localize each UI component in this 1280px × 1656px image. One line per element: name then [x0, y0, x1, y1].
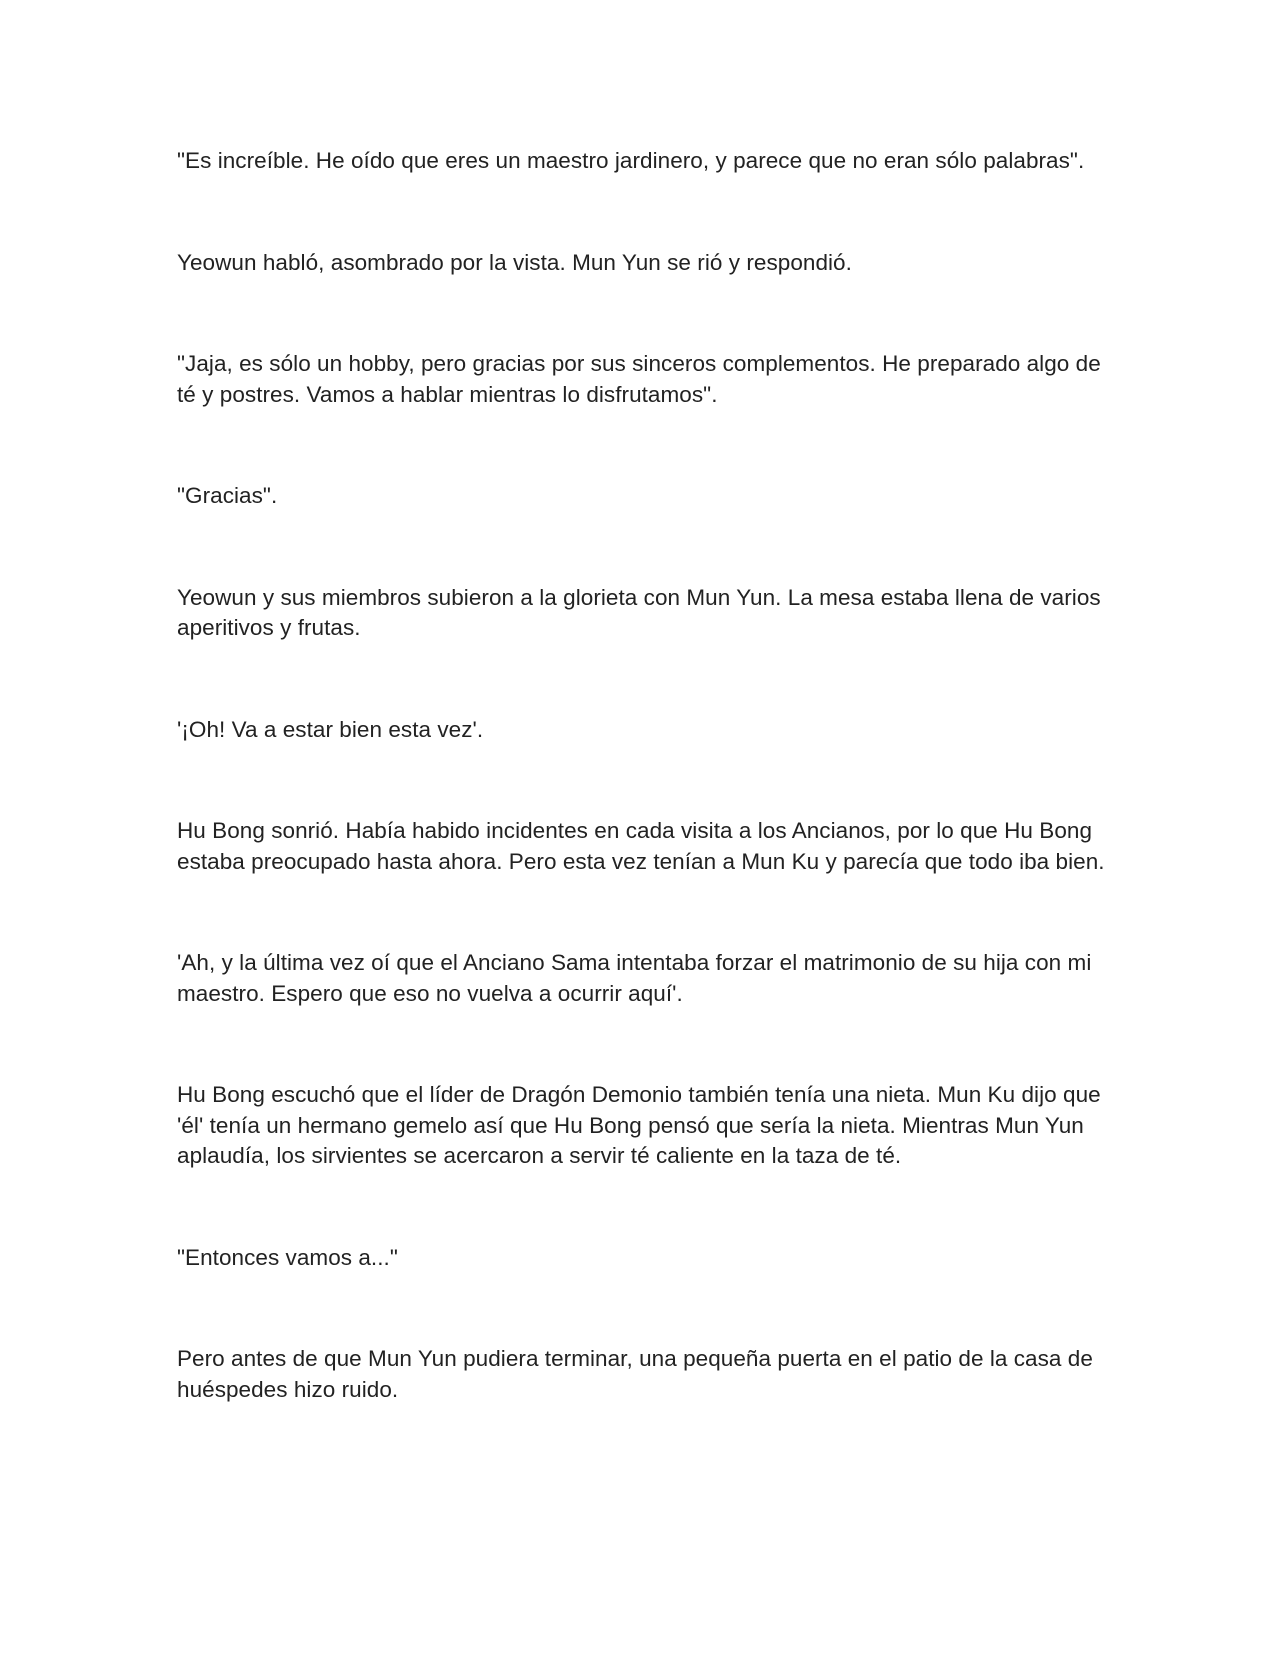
paragraph-2: Yeowun habló, asombrado por la vista. Mun Yun se rió y respondió. [177, 249, 852, 275]
paragraph-5: Yeowun y sus miembros subieron a la glorieta con Mun Yun. La mesa estaba llena de varios aperitivos y frutas. [177, 584, 1101, 640]
paragraph-spacer [177, 877, 1107, 948]
paragraph-7: Hu Bong sonrió. Había habido incidentes en cada visita a los Ancianos, por lo que Hu Bong estaba preocupado hasta ahora. Pero esta vez tenían a Mun Ku y parecía que todo iba bien. [177, 818, 1105, 874]
paragraph-spacer [177, 1009, 1107, 1080]
paragraph-6: '¡Oh! Va a estar bien esta vez'. [177, 716, 484, 742]
paragraph-3: "Jaja, es sólo un hobby, pero gracias por sus sinceros complementos. He preparado algo de té y postres. Vamos a hablar mientras lo disfrutamos". [177, 351, 1101, 407]
paragraph-spacer [177, 1273, 1107, 1344]
paragraph-4: "Gracias". [177, 483, 278, 508]
paragraph-11: Pero antes de que Mun Yun pudiera terminar, una pequeña puerta en el patio de la casa de huéspedes hizo ruido. [177, 1346, 1093, 1402]
paragraph-spacer [177, 177, 1107, 248]
paragraph-spacer [177, 1172, 1107, 1243]
document-body [177, 146, 1107, 1405]
paragraph-spacer [177, 410, 1107, 481]
paragraph-8: 'Ah, y la última vez oí que el Anciano Sama intentaba forzar el matrimonio de su hija con mi maestro. Espero que eso no vuelva a ocurrir aquí'. [177, 950, 1092, 1006]
paragraph-spacer [177, 745, 1107, 816]
paragraph-10: "Entonces vamos a..." [177, 1244, 398, 1270]
paragraph-spacer [177, 644, 1107, 715]
paragraph-spacer [177, 512, 1107, 583]
paragraph-spacer [177, 278, 1107, 349]
paragraph-1: "Es increíble. He oído que eres un maestro jardinero, y parece que no eran sólo palabras". [177, 148, 1085, 173]
paragraph-9: Hu Bong escuchó que el líder de Dragón Demonio también tenía una nieta. Mun Ku dijo que 'él' tenía un hermano gemelo así que Hu Bong pensó que sería la nieta. Mientras Mun Yun aplaudía, los sirvientes se acercaron a servir té caliente en la taza de té. [177, 1082, 1101, 1168]
